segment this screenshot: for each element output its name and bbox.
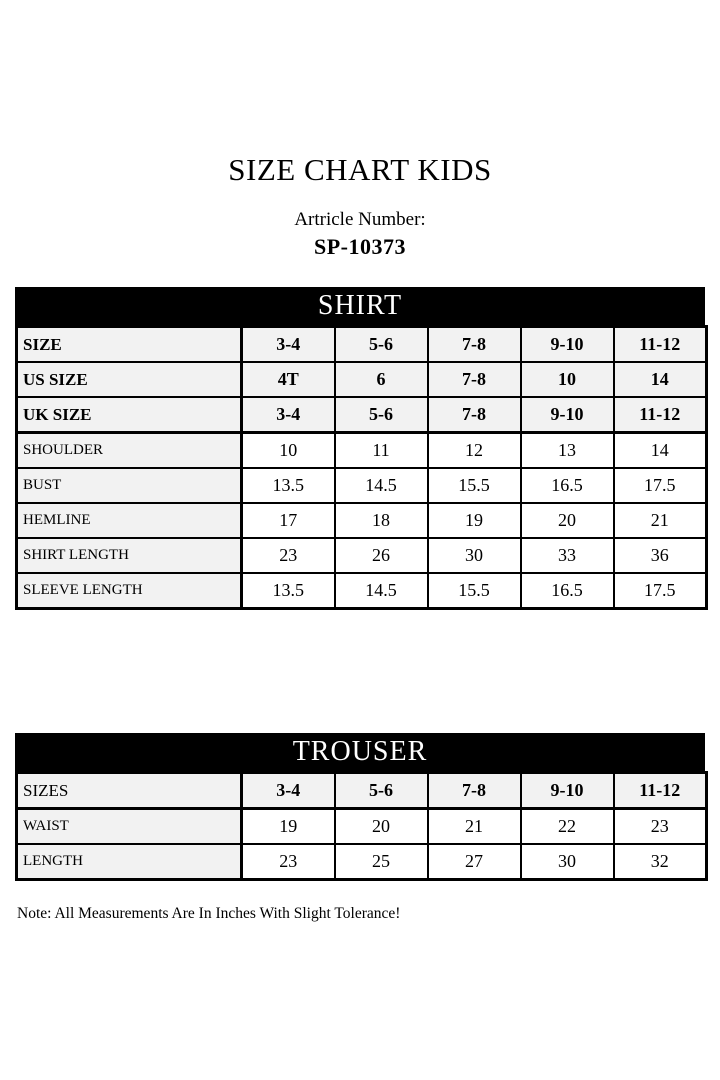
value-cell: 10 (521, 362, 614, 397)
row-label-cell: UK SIZE (17, 397, 242, 433)
table-row (17, 433, 707, 469)
value-cell: 16.5 (521, 573, 614, 609)
article-number-label: Artricle Number: (294, 209, 426, 230)
table-row (17, 503, 707, 538)
row-label-cell: HEMLINE (17, 503, 242, 538)
value-cell: 20 (521, 503, 614, 538)
value-cell: 14 (614, 433, 707, 469)
value-cell: 16.5 (521, 468, 614, 503)
value-cell: 26 (335, 538, 428, 573)
trouser-table-section (15, 733, 705, 881)
shirt-size-table (15, 325, 708, 610)
table-row (17, 844, 707, 880)
value-cell: 6 (335, 362, 428, 397)
value-cell: 14.5 (335, 468, 428, 503)
measurement-note: Note: All Measurements Are In Inches With Slight Tolerance! (17, 905, 401, 922)
table-row (17, 468, 707, 503)
value-cell: 11 (335, 433, 428, 469)
value-cell: 12 (428, 433, 521, 469)
value-cell: 9-10 (521, 397, 614, 433)
value-cell: 14.5 (335, 573, 428, 609)
trouser-table-caption: TROUSER (15, 733, 705, 771)
value-cell: 15.5 (428, 573, 521, 609)
value-cell: 7-8 (428, 362, 521, 397)
value-cell: 36 (614, 538, 707, 573)
value-cell: 13.5 (242, 573, 335, 609)
value-cell: 11-12 (614, 327, 707, 363)
value-cell: 10 (242, 433, 335, 469)
shirt-table-caption: SHIRT (15, 287, 705, 325)
value-cell: 4T (242, 362, 335, 397)
value-cell: 21 (428, 809, 521, 845)
value-cell: 17 (242, 503, 335, 538)
value-cell: 14 (614, 362, 707, 397)
row-label-cell: SHIRT LENGTH (17, 538, 242, 573)
value-cell: 23 (242, 538, 335, 573)
table-row (17, 327, 707, 363)
table-row (17, 538, 707, 573)
value-cell: 7-8 (428, 773, 521, 809)
value-cell: 5-6 (335, 397, 428, 433)
row-label-cell: SHOULDER (17, 433, 242, 469)
value-cell: 3-4 (242, 327, 335, 363)
value-cell: 5-6 (335, 773, 428, 809)
value-cell: 21 (614, 503, 707, 538)
row-label-cell: SLEEVE LENGTH (17, 573, 242, 609)
value-cell: 19 (242, 809, 335, 845)
value-cell: 23 (242, 844, 335, 880)
value-cell: 15.5 (428, 468, 521, 503)
value-cell: 18 (335, 503, 428, 538)
table-row (17, 809, 707, 845)
table-row (17, 573, 707, 609)
value-cell: 7-8 (428, 327, 521, 363)
value-cell: 9-10 (521, 773, 614, 809)
value-cell: 32 (614, 844, 707, 880)
value-cell: 30 (521, 844, 614, 880)
value-cell: 33 (521, 538, 614, 573)
value-cell: 7-8 (428, 397, 521, 433)
value-cell: 20 (335, 809, 428, 845)
article-number-value: SP-10373 (314, 234, 406, 259)
table-row (17, 397, 707, 433)
value-cell: 25 (335, 844, 428, 880)
value-cell: 23 (614, 809, 707, 845)
value-cell: 19 (428, 503, 521, 538)
row-label-cell: SIZES (17, 773, 242, 809)
row-label-cell: SIZE (17, 327, 242, 363)
row-label-cell: BUST (17, 468, 242, 503)
table-row (17, 362, 707, 397)
value-cell: 17.5 (614, 468, 707, 503)
table-row (17, 773, 707, 809)
shirt-table-section (15, 287, 705, 610)
row-label-cell: US SIZE (17, 362, 242, 397)
value-cell: 22 (521, 809, 614, 845)
value-cell: 11-12 (614, 397, 707, 433)
row-label-cell: LENGTH (17, 844, 242, 880)
value-cell: 30 (428, 538, 521, 573)
value-cell: 9-10 (521, 327, 614, 363)
value-cell: 27 (428, 844, 521, 880)
value-cell: 11-12 (614, 773, 707, 809)
page-title: SIZE CHART KIDS (228, 152, 492, 187)
value-cell: 5-6 (335, 327, 428, 363)
row-label-cell: WAIST (17, 809, 242, 845)
value-cell: 17.5 (614, 573, 707, 609)
value-cell: 3-4 (242, 773, 335, 809)
trouser-size-table (15, 771, 708, 881)
value-cell: 13 (521, 433, 614, 469)
value-cell: 3-4 (242, 397, 335, 433)
value-cell: 13.5 (242, 468, 335, 503)
